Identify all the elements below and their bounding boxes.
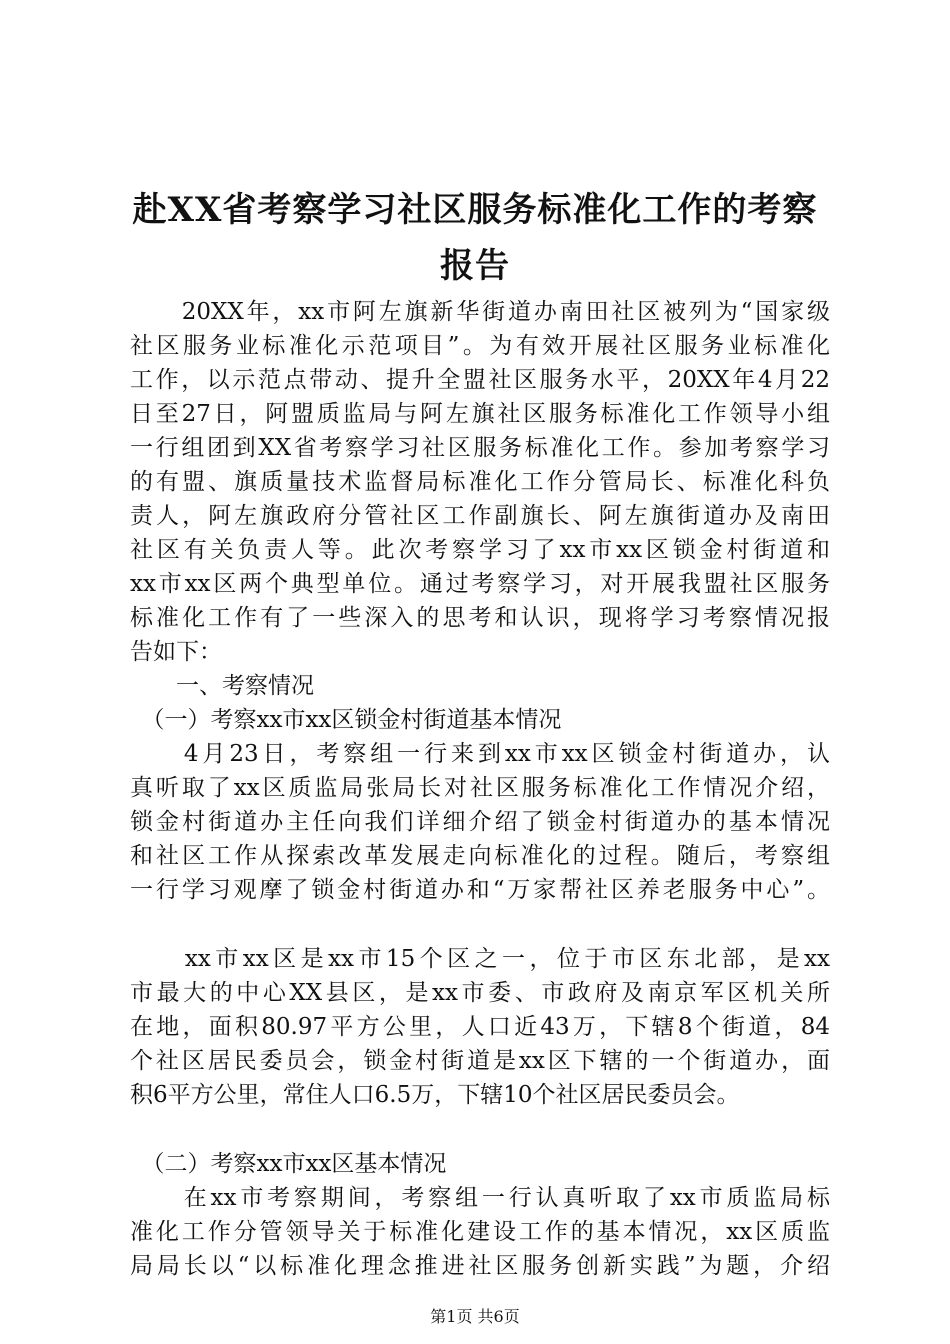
text-line: 市最大的中心XX县区，是xx市委、市政府及南京军区机关所 xyxy=(130,980,830,1006)
text-line: 锁金村街道办主任向我们详细介绍了锁金村街道办的基本情况 xyxy=(130,809,830,835)
text-line: 告如下： xyxy=(130,639,222,665)
text-line: 在地，面积80.97平方公里，人口近43万，下辖8个街道，84 xyxy=(130,1014,830,1040)
text-line: 个社区居民委员会，锁金村街道是xx区下辖的一个街道办，面 xyxy=(130,1048,830,1074)
text-line: 日至27日，阿盟质监局与阿左旗社区服务标准化工作领导小组 xyxy=(130,401,830,427)
text-line: 真听取了xx区质监局张局长对社区服务标准化工作情况介绍， xyxy=(130,775,830,801)
text-line: 一行学习观摩了锁金村街道办和“万家帮社区养老服务中心”。 xyxy=(130,877,830,903)
text-line: xx市xx区两个典型单位。通过考察学习，对开展我盟社区服务 xyxy=(130,571,830,597)
text-line: 4月23日，考察组一行来到xx市xx区锁金村街道办，认 xyxy=(130,741,830,767)
text-line: 局局长以“以标准化理念推进社区服务创新实践”为题，介绍 xyxy=(130,1253,830,1279)
text-line: 准化工作分管领导关于标准化建设工作的基本情况，xx区质监 xyxy=(130,1219,830,1245)
text-line: 责人，阿左旗政府分管社区工作副旗长、阿左旗街道办及南田 xyxy=(130,503,830,529)
section-heading: 一、考察情况 xyxy=(130,673,314,699)
subsection-heading: （一）考察xx市xx区锁金村街道基本情况 xyxy=(130,707,562,733)
text-line: 积6平方公里，常住人口6.5万，下辖10个社区居民委员会。 xyxy=(130,1082,740,1108)
page-footer: 第1页 共6页 xyxy=(430,1307,520,1326)
text-line: 20XX年，xx市阿左旗新华街道办南田社区被列为“国家级 xyxy=(130,299,830,325)
text-line: 社区服务业标准化示范项目”。为有效开展社区服务业标准化 xyxy=(130,333,830,359)
subsection-heading: （二）考察xx市xx区基本情况 xyxy=(130,1151,447,1177)
text-line: 在xx市考察期间，考察组一行认真听取了xx市质监局标 xyxy=(130,1185,830,1211)
text-line: 社区有关负责人等。此次考察学习了xx市xx区锁金村街道和 xyxy=(130,537,830,563)
page-title: 赴XX省考察学习社区服务标准化工作的考察报告 xyxy=(132,190,818,286)
text-line: 工作，以示范点带动、提升全盟社区服务水平，20XX年4月22 xyxy=(130,367,830,393)
text-line: 标准化工作有了一些深入的思考和认识，现将学习考察情况报 xyxy=(130,605,830,631)
text-line: 和社区工作从探索改革发展走向标准化的过程。随后，考察组 xyxy=(130,843,830,869)
text-line: 一行组团到XX省考察学习社区服务标准化工作。参加考察学习 xyxy=(130,435,830,461)
text-line: 的有盟、旗质量技术监督局标准化工作分管局长、标准化科负 xyxy=(130,469,830,495)
text-line: xx市xx区是xx市15个区之一，位于市区东北部，是xx xyxy=(130,946,830,972)
